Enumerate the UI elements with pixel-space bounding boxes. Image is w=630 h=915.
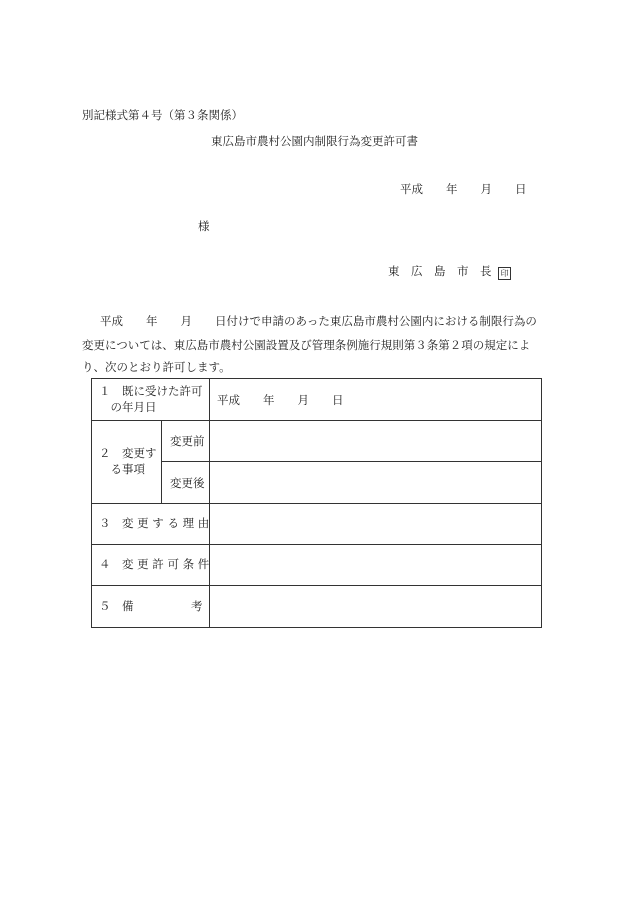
change-before-value <box>210 421 542 462</box>
form-reference: 別記様式第４号（第３条関係） <box>82 108 243 122</box>
permit-conditions-label: ４ 変 更 許 可 条 件 <box>92 545 210 586</box>
change-reason-value <box>210 504 542 545</box>
change-items-label: ２ 変更す る事項 <box>92 421 162 504</box>
table-row-prior-permit-date <box>92 379 542 421</box>
change-before-label: 変更前 <box>162 421 210 462</box>
issuer-block <box>388 266 511 280</box>
table-row-remarks <box>92 586 542 628</box>
body-text-line-2: 変更については、東広島市農村公園設置及び管理条例施行規則第３条第２項の規定によ <box>82 338 531 352</box>
change-after-value <box>210 462 542 504</box>
document-title: 東広島市農村公園内制限行為変更許可書 <box>211 134 418 148</box>
table-row-change-reason <box>92 504 542 545</box>
table-row-permit-conditions <box>92 545 542 586</box>
change-after-label: 変更後 <box>162 462 210 504</box>
body-text-line-3: り、次のとおり許可します。 <box>82 360 231 374</box>
prior-permit-date-value: 平成 年 月 日 <box>210 379 542 421</box>
permit-conditions-value <box>210 545 542 586</box>
table-row-change-before <box>92 421 542 462</box>
remarks-value <box>210 586 542 628</box>
issue-date: 平成 年 月 日 <box>400 182 527 196</box>
remarks-label: ５ 備 考 <box>92 586 210 628</box>
change-reason-label: ３ 変 更 す る 理 由 <box>92 504 210 545</box>
seal-mark: 印 <box>498 267 511 280</box>
issuer-name: 東 広 島 市 長 <box>388 264 492 278</box>
body-text-line-1: 平成 年 月 日付けで申請のあった東広島市農村公園内における制限行為の <box>100 314 537 328</box>
permit-details-table <box>91 378 542 628</box>
addressee-honorific: 様 <box>198 219 210 233</box>
prior-permit-date-label: １ 既に受けた許可 の年月日 <box>92 379 210 421</box>
